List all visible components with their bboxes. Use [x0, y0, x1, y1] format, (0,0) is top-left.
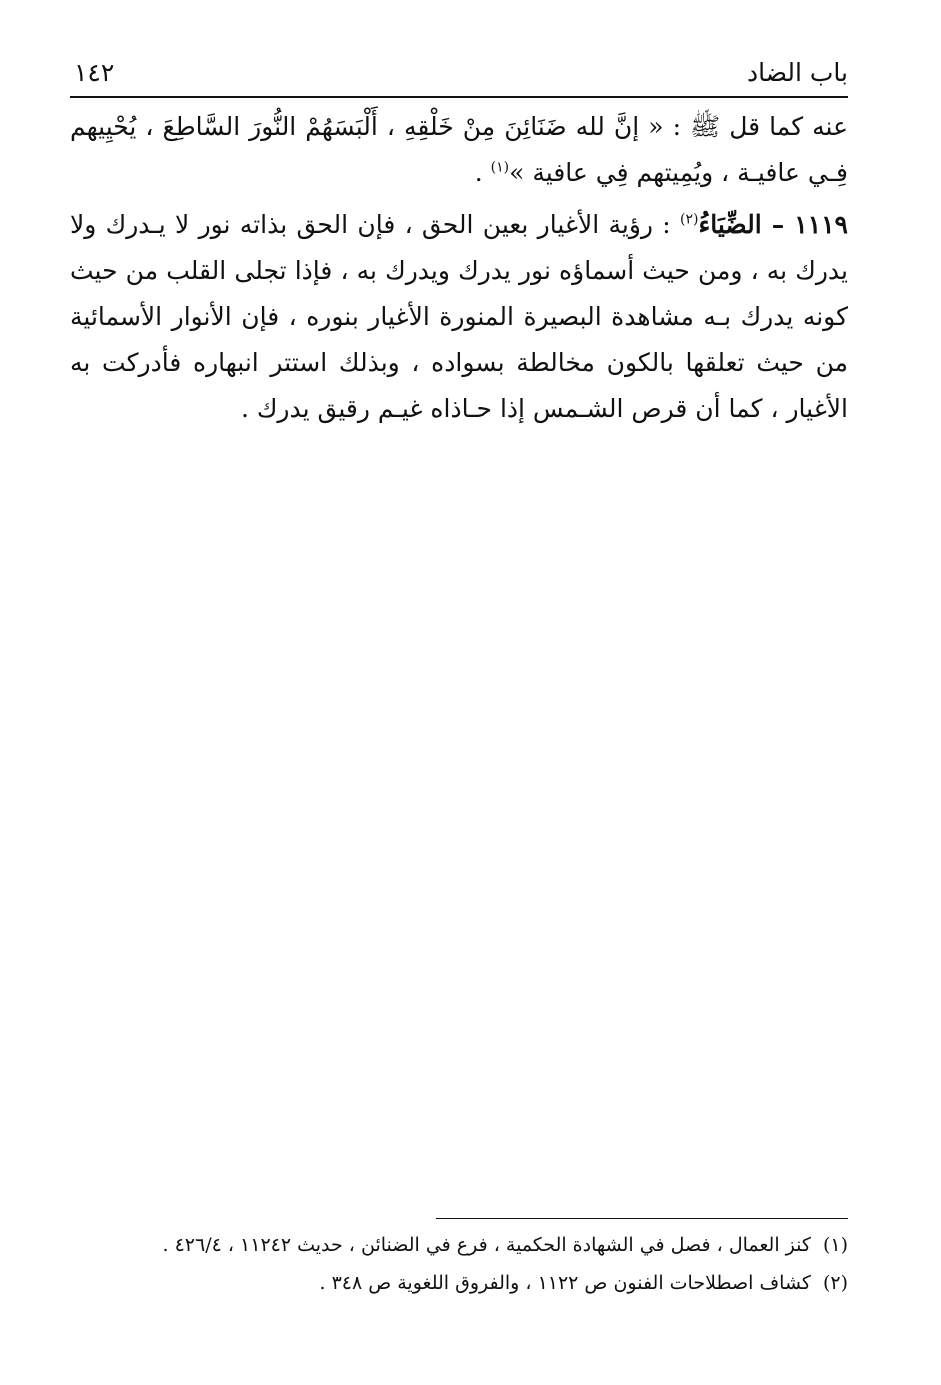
footnote-rule	[436, 1218, 848, 1219]
footnote-reference: (٢)	[680, 211, 699, 228]
footnote-number: (١)	[822, 1234, 848, 1256]
header-rule	[70, 96, 848, 98]
footnote	[70, 1226, 848, 1264]
paragraph-text: عنه كما قل ﷺ : « إنَّ لله ضَنَائِنَ مِنْ خَلْقِهِ ، أَلْبَسَهُمْ النُّورَ السَّاطِعَ ، يُحْيِيهم فِـي عافيـة ، ويُمِيتهم فِي عافية »	[70, 112, 848, 187]
page-number: ١٤٢	[74, 58, 115, 87]
section-title: باب الضاد	[746, 58, 848, 87]
dictionary-entry	[70, 202, 848, 432]
footnote	[70, 1264, 848, 1302]
main-text	[70, 104, 848, 432]
footnote-reference: (١)	[490, 159, 510, 176]
footnote-text: كشاف اصطلاحات الفنون ص ١١٢٢ ، والفروق اللغوية ص ٣٤٨ .	[319, 1272, 811, 1294]
entry-term: الضِّيَاءُ	[698, 210, 762, 239]
footnote-number: (٢)	[822, 1272, 848, 1294]
page-header	[70, 52, 848, 96]
paragraph-tail: .	[474, 158, 491, 187]
entry-number: ١١١٩	[794, 210, 848, 239]
footnotes	[70, 1226, 848, 1302]
footnote-text: كنز العمال ، فصل في الشهادة الحكمية ، فرع في الضنائن ، حديث ١١٢٤٢ ، ٤٢٦/٤ .	[162, 1234, 811, 1256]
entry-definition: : رؤية الأغيار بعين الحق ، فإن الحق بذاته نور لا يـدرك ولا يدرك به ، ومن حيث أسماؤه نور يدرك ويدرك به ، فإذا تجلى القلب من حيث كونه يدرك بـه مشاهدة البصيرة المنورة الأغيار بنوره ، فإن الأنوار الأسمائية من حيث تعلقها بالكون مخالطة بسواده ، وبذلك استتر انبهاره فأدركت به الأغيار ، كما أن قرص الشـمس إذا حـاذاه غيـم رقيق يدرك .	[70, 210, 849, 423]
entry-dash: –	[761, 210, 795, 239]
paragraph-continuation	[70, 104, 848, 196]
